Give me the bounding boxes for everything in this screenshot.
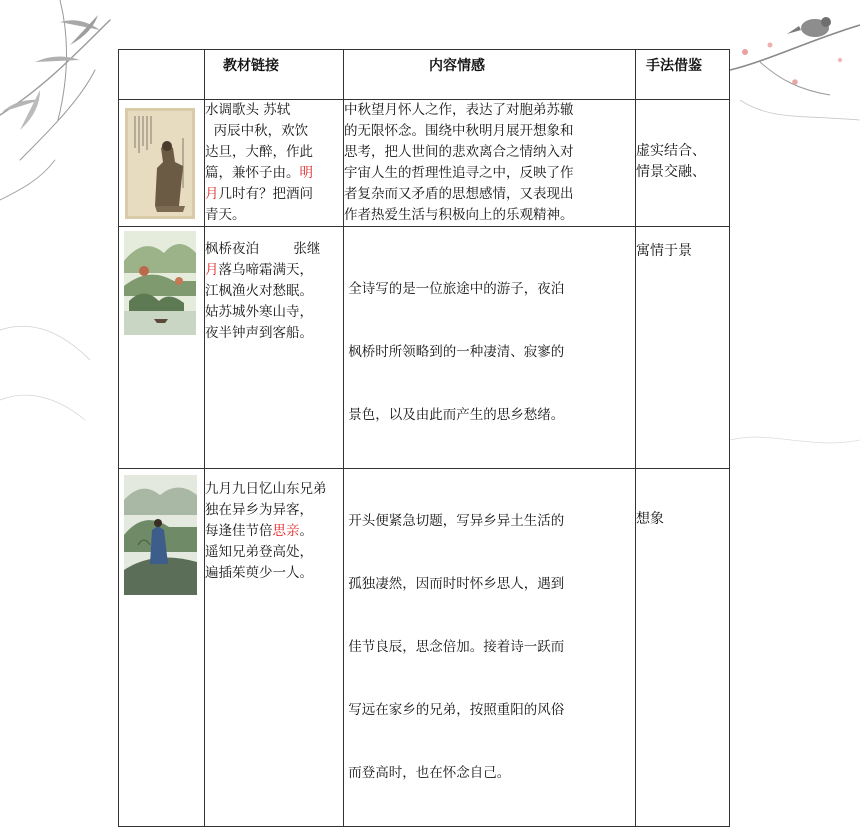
poem-line: 丙辰中秋，欢饮 bbox=[205, 123, 309, 139]
poem-line: 达旦，大醉，作此 bbox=[205, 144, 313, 160]
table-row bbox=[119, 469, 730, 827]
highlighted-moon: 月 bbox=[205, 186, 219, 202]
row-content-cell bbox=[344, 227, 636, 469]
poem-line: 枫桥夜泊 张继 bbox=[205, 241, 321, 257]
content-line: 思考，把人世间的悲欢离合之情纳入对 bbox=[344, 144, 574, 160]
row-technique-cell bbox=[636, 469, 730, 827]
row-content-cell bbox=[344, 100, 636, 227]
content-line: 佳节良辰，思念倍加。接着诗一跃而 bbox=[344, 639, 565, 655]
scholar-on-mountain-painting bbox=[124, 475, 197, 595]
poem-line: 独在异乡为异客， bbox=[205, 502, 313, 518]
row-image-cell bbox=[119, 227, 205, 469]
poem-line: 九月九日忆山东兄弟 bbox=[205, 481, 327, 497]
row-technique-cell bbox=[636, 100, 730, 227]
technique-line: 虚实结合、 bbox=[636, 143, 706, 159]
row-image-cell bbox=[119, 469, 205, 827]
bird-on-plum-branch-icon bbox=[730, 17, 860, 120]
poem-line: 每逢佳节倍思亲。 bbox=[205, 523, 313, 539]
river-maple-landscape-painting bbox=[124, 231, 196, 335]
content-line: 者复杂而又矛盾的思想感情，又表现出 bbox=[344, 186, 574, 202]
technique-line: 想象 bbox=[636, 511, 664, 527]
row-technique-cell bbox=[636, 227, 730, 469]
highlighted-miss-family: 思亲 bbox=[272, 523, 300, 539]
poet-with-wine-cup-painting bbox=[125, 108, 195, 219]
highlighted-moon: 月 bbox=[205, 262, 219, 278]
content-line: 作者热爱生活与积极向上的乐观精神。 bbox=[344, 207, 574, 223]
row-poem-cell bbox=[205, 100, 344, 227]
poem-line: 青天。 bbox=[205, 207, 246, 223]
technique-line: 情景交融、 bbox=[636, 164, 706, 180]
content-line: 枫桥时所领略到的一种凄清、寂寥的 bbox=[344, 344, 565, 360]
content-line: 宇宙人生的哲理性追寻之中，反映了作 bbox=[344, 165, 574, 181]
poem-line: 水调歌头 苏轼 bbox=[205, 102, 291, 118]
content-line: 开头便紧急切题，写异乡异土生活的 bbox=[344, 513, 565, 529]
poem-line: 江枫渔火对愁眠。 bbox=[205, 283, 313, 299]
ink-bamboo-branch-icon bbox=[0, 0, 110, 420]
header-textbook-link: 教材链接 bbox=[205, 50, 344, 100]
content-line: 中秋望月怀人之作，表达了对胞弟苏辙 bbox=[344, 102, 574, 118]
poem-line: 月几时有？把酒问 bbox=[205, 186, 313, 202]
header-content-emotion: 内容情感 bbox=[344, 50, 636, 100]
content-line: 的无限怀念。围绕中秋明月展开想象和 bbox=[344, 123, 574, 139]
technique-line: 寓情于景 bbox=[636, 243, 692, 259]
row-poem-cell bbox=[205, 227, 344, 469]
table-row bbox=[119, 100, 730, 227]
poem-line: 遍插茱萸少一人。 bbox=[205, 565, 313, 581]
poem-line: 姑苏城外寒山寺， bbox=[205, 304, 313, 320]
row-content-cell bbox=[344, 469, 636, 827]
content-line: 写远在家乡的兄弟，按照重阳的风俗 bbox=[344, 702, 565, 718]
header-technique: 手法借鉴 bbox=[636, 50, 730, 100]
poem-line: 篇，兼怀子由。明 bbox=[205, 165, 313, 181]
table-row bbox=[119, 227, 730, 469]
row-image-cell bbox=[119, 100, 205, 227]
poem-line: 夜半钟声到客船。 bbox=[205, 325, 313, 341]
content-line: 孤独凄然，因而时时怀乡思人，遇到 bbox=[344, 576, 565, 592]
header-image-column bbox=[119, 50, 205, 100]
highlighted-moon: 明 bbox=[299, 165, 313, 181]
content-line: 景色，以及由此而产生的思乡愁绪。 bbox=[344, 407, 565, 423]
poetry-comparison-table bbox=[118, 49, 730, 827]
poem-line: 遥知兄弟登高处， bbox=[205, 544, 313, 560]
content-line: 全诗写的是一位旅途中的游子，夜泊 bbox=[344, 281, 565, 297]
content-line: 而登高时，也在怀念自己。 bbox=[344, 765, 511, 781]
poem-line: 月落乌啼霜满天， bbox=[205, 262, 313, 278]
table-header-row bbox=[119, 50, 730, 100]
row-poem-cell bbox=[205, 469, 344, 827]
